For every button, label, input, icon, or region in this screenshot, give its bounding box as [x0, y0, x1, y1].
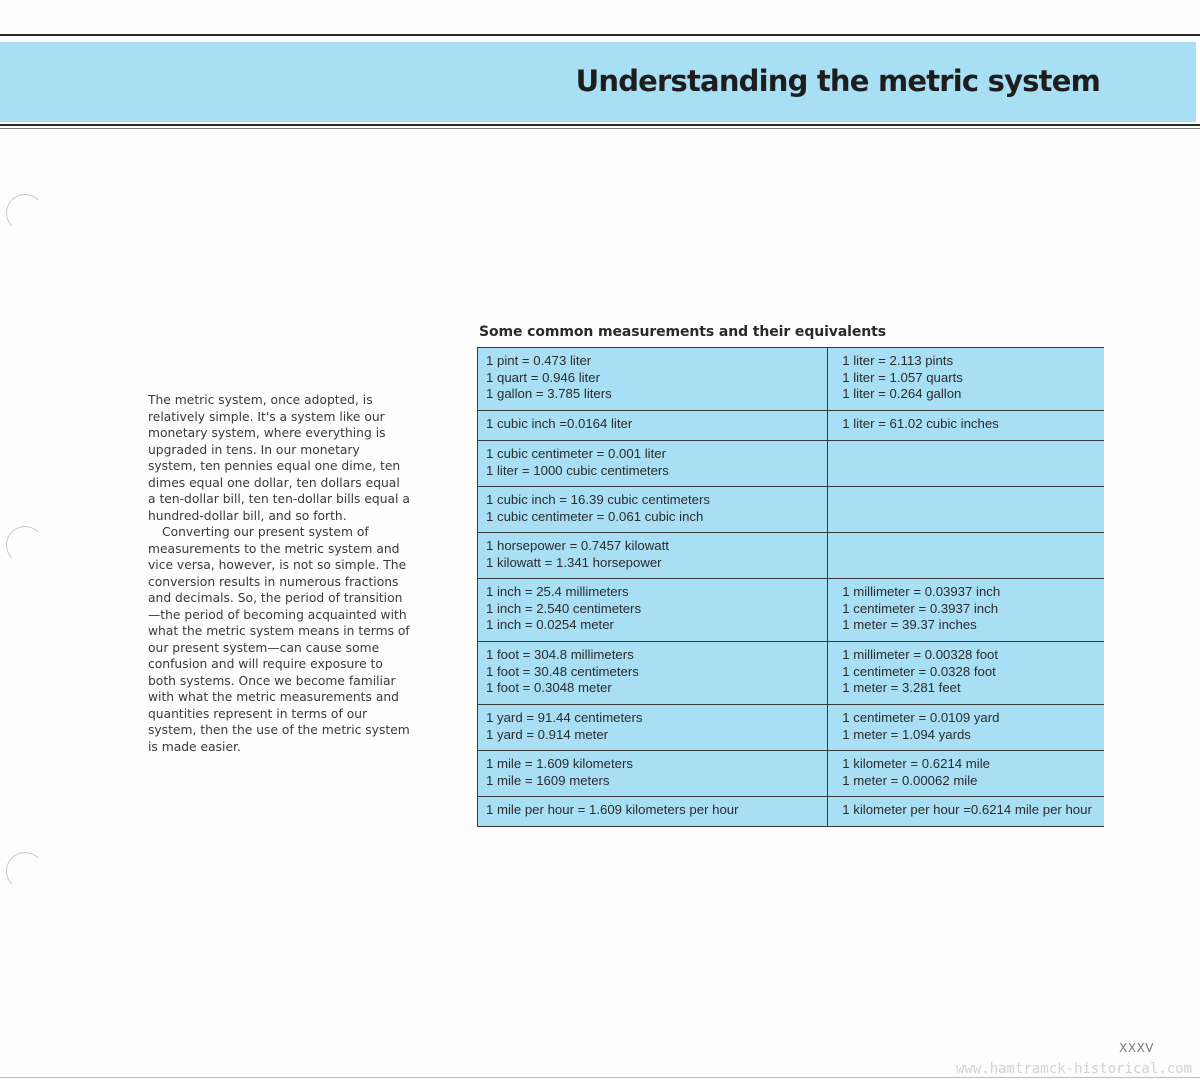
left-cell — [478, 487, 828, 533]
conversion-line: 1 cubic centimeter = 0.001 liter — [486, 446, 666, 461]
right-cell — [828, 411, 1104, 441]
table-row — [478, 642, 1105, 705]
conversion-line: 1 cubic centimeter = 0.061 cubic inch — [486, 508, 704, 524]
binder-hole-bottom — [6, 852, 44, 890]
left-cell — [478, 411, 828, 441]
left-cell — [478, 797, 828, 827]
right-cell — [828, 705, 1104, 751]
table-row — [478, 797, 1105, 827]
table-row — [478, 348, 1105, 411]
conversion-line: 1 pint = 0.473 liter — [486, 353, 592, 368]
header-banner — [0, 42, 1196, 122]
header-bottom-rule — [0, 124, 1200, 126]
conversion-line: 1 meter = 1.094 yards — [842, 726, 971, 742]
table-row — [478, 441, 1105, 487]
right-cell — [828, 348, 1104, 411]
conversion-line: 1 kilowatt = 1.341 horsepower — [486, 554, 662, 570]
header-bottom-rule-thin — [0, 128, 1200, 129]
right-cell-empty — [828, 533, 1104, 579]
conversion-line: 1 foot = 0.3048 meter — [486, 680, 612, 696]
right-cell-empty — [828, 487, 1104, 533]
conversion-line: 1 centimeter = 0.0328 foot — [842, 663, 996, 679]
table-title: Some common measurements and their equivalents — [479, 324, 886, 340]
conversion-line: 1 horsepower = 0.7457 kilowatt — [486, 538, 669, 553]
conversion-line: 1 liter = 61.02 cubic inches — [842, 416, 999, 431]
intro-paragraph-1: The metric system, once adopted, is relatively simple. It's a system like our monetary system, where everything is upgraded in tens. In our monetary system, ten pennies equal one dime, ten dimes equal one dollar, ten dollars equal a ten-dollar bill, ten ten-dollar bills equal a hundred-dollar bill, and so forth. — [148, 393, 410, 523]
conversion-line: 1 yard = 91.44 centimeters — [486, 710, 643, 725]
intro-text — [148, 392, 410, 755]
conversion-line: 1 kilometer per hour =0.6214 mile per hour — [842, 802, 1092, 817]
conversion-line: 1 kilometer = 0.6214 mile — [842, 756, 990, 771]
conversion-line: 1 inch = 2.540 centimeters — [486, 600, 642, 616]
footer-rule — [0, 1077, 1200, 1078]
binder-hole-top — [6, 194, 44, 232]
conversion-line: 1 mile per hour = 1.609 kilometers per hour — [486, 802, 739, 817]
conversion-line: 1 meter = 3.281 feet — [842, 680, 961, 696]
site-watermark: www.hamtramck-historical.com — [955, 1061, 1192, 1077]
conversion-line: 1 liter = 0.264 gallon — [842, 386, 962, 402]
table-row — [478, 579, 1105, 642]
table-row — [478, 705, 1105, 751]
conversion-line: 1 centimeter = 0.3937 inch — [842, 600, 999, 616]
conversion-line: 1 mile = 1609 meters — [486, 772, 610, 788]
left-cell — [478, 579, 828, 642]
header-top-rule — [0, 34, 1200, 36]
conversion-line: 1 millimeter = 0.00328 foot — [842, 647, 999, 662]
left-cell — [478, 642, 828, 705]
conversion-line: 1 meter = 39.37 inches — [842, 617, 977, 633]
conversion-line: 1 inch = 25.4 millimeters — [486, 584, 629, 599]
conversion-line: 1 quart = 0.946 liter — [486, 369, 600, 385]
table-row — [478, 533, 1105, 579]
left-cell — [478, 348, 828, 411]
measurements-table — [477, 347, 1104, 827]
conversion-line: 1 yard = 0.914 meter — [486, 726, 609, 742]
right-cell-empty — [828, 441, 1104, 487]
left-cell — [478, 533, 828, 579]
left-cell — [478, 751, 828, 797]
left-cell — [478, 441, 828, 487]
conversion-line: 1 millimeter = 0.03937 inch — [842, 584, 1001, 599]
page-title: Understanding the metric system — [575, 64, 1100, 98]
conversion-line: 1 meter = 0.00062 mile — [842, 772, 978, 788]
conversion-line: 1 inch = 0.0254 meter — [486, 617, 614, 633]
table-row — [478, 411, 1105, 441]
right-cell — [828, 579, 1104, 642]
intro-paragraph-2: Converting our present system of measurements to the metric system and vice versa, however, is not so simple. The conversion results in numerous fractions and decimals. So, the period of transition—the period of becoming acquainted with what the metric system means in terms of our present system—can cause some confusion and will require exposure to both systems. Once we become familiar with what the metric measurements and quantities represent in terms of our system, then the use of the metric system is made easier. — [148, 525, 410, 754]
conversion-line: 1 centimeter = 0.0109 yard — [842, 710, 1000, 725]
conversion-line: 1 gallon = 3.785 liters — [486, 386, 612, 402]
conversion-line: 1 liter = 1.057 quarts — [842, 369, 963, 385]
table-row — [478, 751, 1105, 797]
conversion-line: 1 cubic inch = 16.39 cubic centimeters — [486, 492, 710, 507]
conversion-line: 1 cubic inch =0.0164 liter — [486, 416, 633, 431]
left-cell — [478, 705, 828, 751]
page-number: XXXV — [1119, 1041, 1154, 1055]
conversion-line: 1 mile = 1.609 kilometers — [486, 756, 633, 771]
conversion-line: 1 liter = 2.113 pints — [842, 353, 954, 368]
conversion-line: 1 liter = 1000 cubic centimeters — [486, 462, 669, 478]
right-cell — [828, 642, 1104, 705]
binder-hole-middle — [6, 526, 44, 564]
right-cell — [828, 751, 1104, 797]
conversion-line: 1 foot = 304.8 millimeters — [486, 647, 634, 662]
right-cell — [828, 797, 1104, 827]
conversion-line: 1 foot = 30.48 centimeters — [486, 663, 639, 679]
table-row — [478, 487, 1105, 533]
